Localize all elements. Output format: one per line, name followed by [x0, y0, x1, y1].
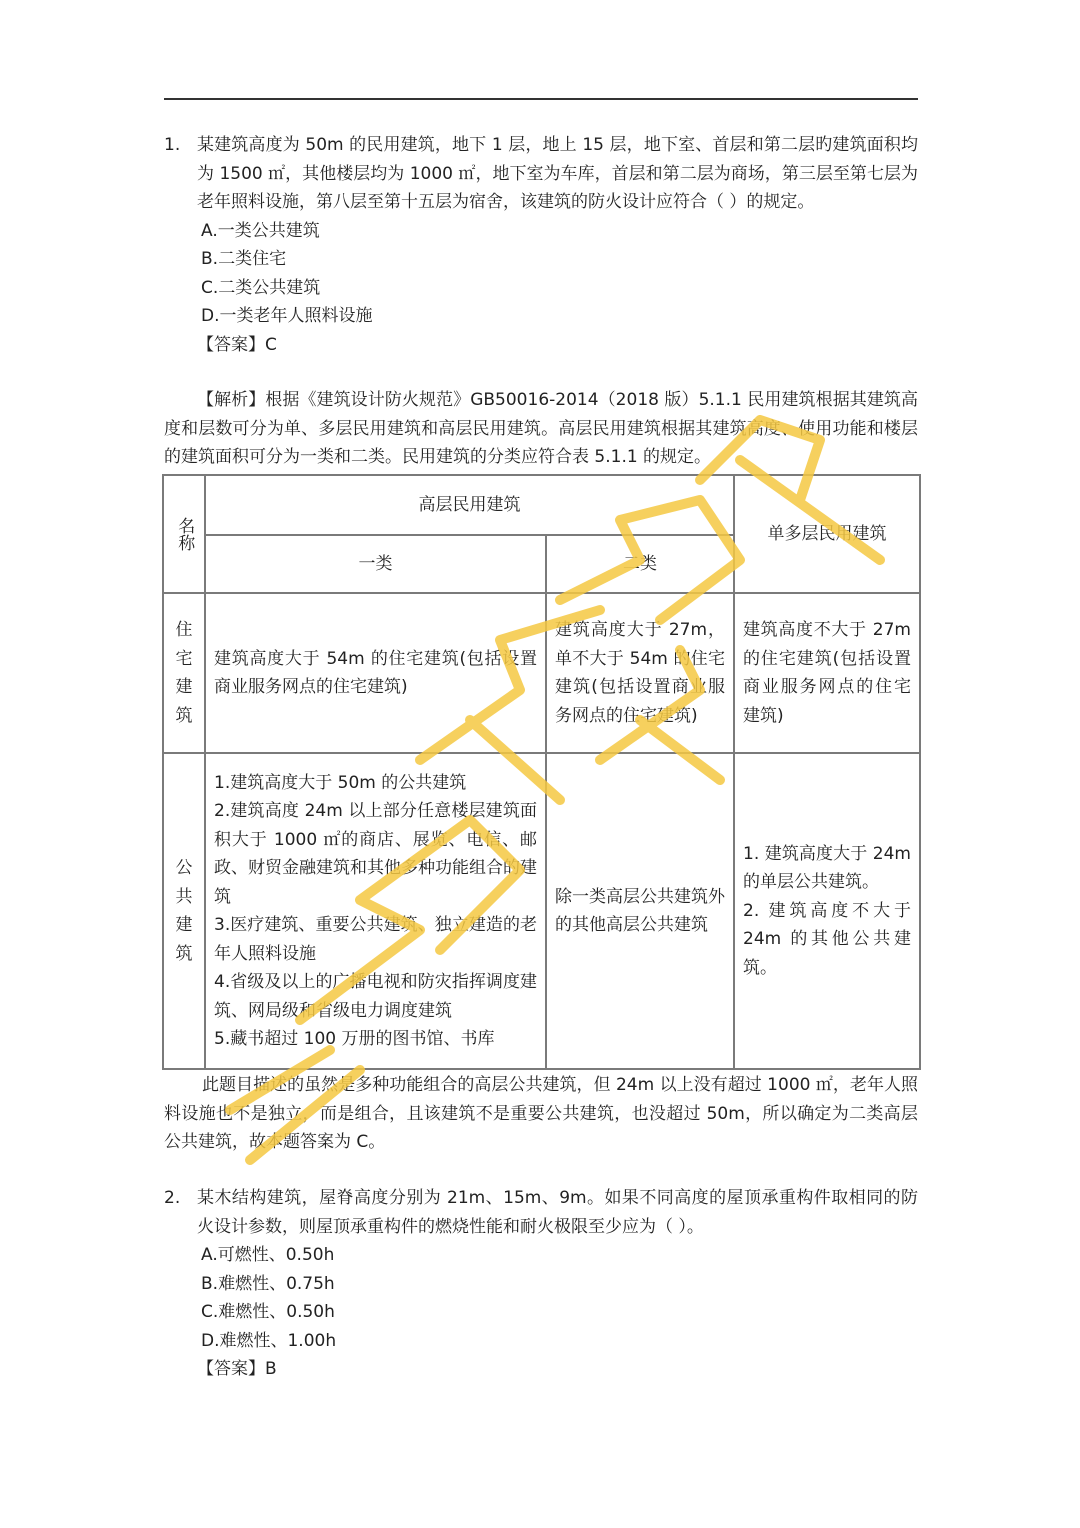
public-low: [734, 753, 920, 1069]
public-label: 公共建筑: [163, 753, 205, 1069]
option-c: C.难燃性、0.50h: [201, 1302, 335, 1322]
option-d: D.难燃性、1.00h: [201, 1330, 337, 1351]
residential-label: 住宅建筑: [163, 593, 205, 753]
list-item: 1.建筑高度大于 50m 的公共建筑: [214, 772, 467, 793]
name-header: 名称: [163, 475, 205, 593]
list-item: 3.医疗建筑、重要公共建筑、独立建造的老年人照料设施: [214, 915, 537, 964]
answer: 【答案】C: [197, 334, 277, 355]
conclusion-paragraph: 此题目描述的虽然是多种功能组合的高层公共建筑，但 24m 以上没有超过 1000 ㎡，老年人照料设施也不是独立，而是组合，且该建筑不是重要公共建筑，也没超过 50m，所以确定为二类高层公共建筑，故本题答案为 C。: [164, 1075, 918, 1152]
question-number: 2.: [164, 1188, 181, 1208]
high-rise-header: 高层民用建筑: [205, 475, 734, 535]
low-rise-header: 单多层民用建筑: [734, 475, 920, 593]
residential-class1: 建筑高度大于 54m 的住宅建筑(包括设置商业服务网点的住宅建筑): [205, 593, 546, 753]
public-class2: 除一类高层公共建筑外的其他高层公共建筑: [546, 753, 734, 1069]
option-a: A.可燃性、0.50h: [201, 1245, 335, 1265]
question-1: [164, 131, 918, 359]
public-class1: [205, 753, 546, 1069]
list-item: 1. 建筑高度大于 24m 的单层公共建筑。: [743, 843, 911, 893]
list-item: 2.建筑高度 24m 以上部分任意楼层建筑面积大于 1000 ㎡的商店、展览、电信、邮政、财贸金融建筑和其他多种功能组合的建筑: [214, 801, 537, 907]
option-d: D.一类老年人照料设施: [201, 306, 373, 326]
question-number: 1.: [164, 135, 181, 155]
option-a: A.一类公共建筑: [201, 220, 320, 241]
list-item: 2. 建筑高度不大于 24m 的其他公共建筑。: [743, 900, 911, 978]
list-item: 4.省级及以上的广播电视和防灾指挥调度建筑、网局级和省级电力调度建筑: [214, 972, 537, 1021]
residential-low: 建筑高度不大于 27m 的住宅建筑(包括设置商业服务网点的住宅建筑): [734, 593, 920, 753]
classification-table: [162, 474, 921, 1070]
list-item: 5.藏书超过 100 万册的图书馆、书库: [214, 1029, 495, 1049]
option-c: C.二类公共建筑: [201, 277, 321, 298]
option-b: B.二类住宅: [201, 249, 287, 269]
question-2: [164, 1184, 918, 1384]
class2-header: 二类: [546, 535, 734, 593]
class1-header: 一类: [205, 535, 546, 593]
answer: 【答案】B: [197, 1359, 277, 1379]
option-b: B.难燃性、0.75h: [201, 1273, 335, 1294]
question-stem: 某木结构建筑，屋脊高度分别为 21m、15m、9m。如果不同高度的屋顶承重构件取相同的防火设计参数，则屋顶承重构件的燃烧性能和耐火极限至少应为（ ）。: [197, 1188, 918, 1237]
residential-class2: 建筑高度大于 27m，单不大于 54m 的住宅建筑(包括设置商业服务网点的住宅建筑): [546, 593, 734, 753]
question-stem: 某建筑高度为 50m 的民用建筑，地下 1 层，地上 15 层，地下室、首层和第二层旳建筑面积均为 1500 ㎡，其他楼层均为 1000 ㎡，地下室为车库，首层和第二层为商场，第三层至第七层为老年照料设施，第八层至第十五层为宿舍，该建筑的防火设计应符合（ ）的规定。: [197, 135, 918, 212]
header-rule: [164, 98, 918, 100]
analysis-paragraph: 【解析】根据《建筑设计防火规范》GB50016-2014（2018 版）5.1.1 民用建筑根据其建筑高度和层数可分为单、多层民用建筑和高层民用建筑。高层民用建筑根据其建筑高度、使用功能和楼层的建筑面积可分为一类和二类。民用建筑的分类应符合表 5.1.1 的规定。: [164, 390, 918, 467]
